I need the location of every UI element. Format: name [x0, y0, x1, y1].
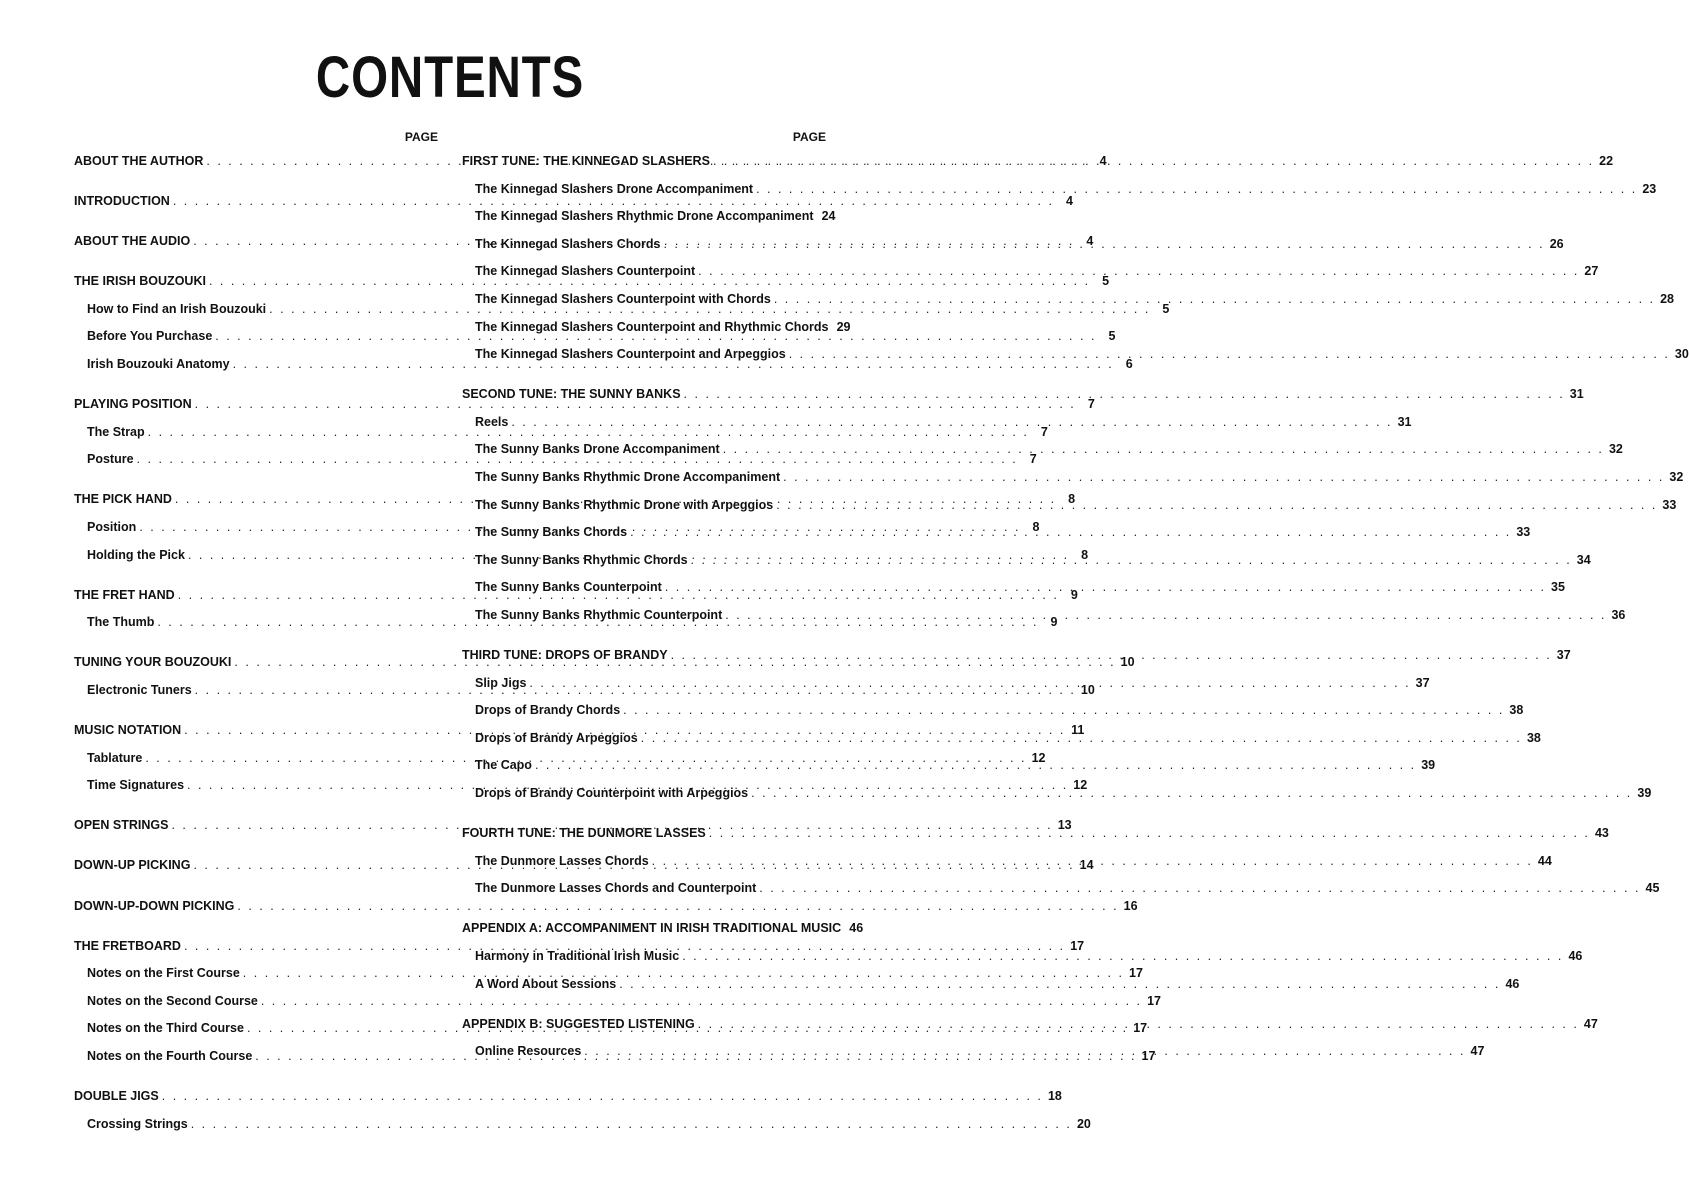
toc-subsection-entry: [462, 409, 1412, 437]
entry-page-number: 7: [1040, 424, 1048, 439]
entry-title: THE IRISH BOUZOUKI: [74, 274, 206, 289]
entry-title: ABOUT THE AUTHOR: [74, 154, 204, 168]
section-spacer: [74, 1071, 438, 1084]
dot-leader: [698, 1011, 1579, 1039]
entry-page-number: 46: [1505, 976, 1520, 991]
entry-page-number: 39: [1421, 758, 1436, 773]
entry-page-number: 5: [1102, 274, 1110, 289]
entry-page-number: 4: [1086, 234, 1094, 249]
entry-title: TUNING YOUR BOUZOUKI: [74, 655, 232, 670]
entry-page-number: 33: [1662, 497, 1677, 512]
entry-title: Online Resources: [475, 1044, 582, 1059]
entry-page-number: 33: [1516, 525, 1531, 540]
toc-subsection-entry: [462, 176, 1657, 204]
entry-page-number: 17: [1129, 966, 1143, 981]
entry-page-number: 46: [1568, 949, 1583, 964]
dot-leader: [709, 820, 1590, 848]
toc-subsection-entry: [462, 314, 851, 342]
section-spacer: [462, 630, 826, 643]
entry-title: Slip Jigs: [475, 675, 527, 690]
entry-page-number: 4: [1066, 194, 1073, 209]
dot-leader: [725, 602, 1606, 630]
entry-title: Notes on the Second Course: [87, 993, 258, 1008]
entry-title: DOWN-UP PICKING: [74, 858, 191, 873]
entry-page-number: 45: [1645, 881, 1660, 896]
section-spacer: [74, 637, 438, 650]
entry-title: The Sunny Banks Drone Accompaniment: [475, 442, 720, 457]
entry-title: Drops of Brandy Arpeggios: [475, 730, 638, 745]
entry-page-number: 31: [1569, 387, 1584, 402]
section-spacer: [462, 998, 826, 1011]
dot-leader: [162, 1083, 1043, 1111]
dot-leader: [663, 231, 1544, 259]
dot-leader: [511, 409, 1392, 437]
entry-title: The Kinnegad Slashers Counterpoint and Arpeggios: [475, 347, 786, 362]
entry-title: The Sunny Banks Rhythmic Drone Accompaniment: [475, 470, 781, 485]
dot-leader: [776, 492, 1657, 520]
entry-page-number: 17: [1133, 1021, 1148, 1036]
toc-subsection-entry: [462, 574, 1565, 602]
entry-title: OPEN STRINGS: [74, 818, 169, 833]
section-spacer: [74, 474, 438, 487]
entry-title: APPENDIX B: SUGGESTED LISTENING: [462, 1016, 695, 1031]
entry-title: The Kinnegad Slashers Chords: [475, 236, 661, 251]
dot-leader: [789, 341, 1670, 369]
entry-page-number: 14: [1079, 858, 1094, 873]
entry-page-number: 35: [1551, 580, 1565, 595]
entry-page-number: 43: [1594, 826, 1609, 841]
section-spacer: [74, 216, 438, 229]
toc-subsection-entry: [462, 436, 1623, 464]
dot-leader: [529, 670, 1410, 698]
toc-section-entry: [462, 381, 1584, 409]
entry-title: The Kinnegad Slashers Rhythmic Drone Accompaniment: [475, 209, 814, 224]
dot-leader: [584, 1038, 1465, 1066]
entry-title: Irish Bouzouki Anatomy: [87, 357, 230, 372]
entry-title: Tablature: [87, 750, 143, 765]
entry-page-number: 13: [1057, 818, 1072, 833]
entry-page-number: 6: [1125, 357, 1133, 372]
entry-page-number: 4: [1099, 154, 1107, 168]
entry-page-number: 27: [1584, 264, 1599, 279]
entry-page-number: 30: [1674, 347, 1689, 362]
toc-section-entry: [462, 148, 1614, 176]
entry-title: SECOND TUNE: THE SUNNY BANKS: [462, 387, 681, 402]
entry-page-number: 8: [1032, 520, 1040, 535]
entry-page-number: 46: [849, 921, 864, 936]
entry-title: The Thumb: [87, 615, 155, 630]
dot-leader: [641, 725, 1522, 753]
entry-title: FIRST TUNE: THE KINNEGAD SLASHERS: [462, 154, 710, 168]
entry-title: The Dunmore Lasses Chords: [475, 853, 649, 868]
toc-subsection-entry: [462, 341, 1689, 369]
entry-title: The Strap: [87, 424, 145, 439]
dot-leader: [783, 464, 1664, 492]
section-spacer: [74, 705, 438, 718]
entry-title: The Kinnegad Slashers Counterpoint: [475, 264, 696, 279]
entry-title: Notes on the First Course: [87, 966, 240, 981]
entry-page-number: 12: [1031, 750, 1046, 765]
entry-page-number: 20: [1076, 1116, 1091, 1131]
entry-title: Crossing Strings: [87, 1116, 188, 1131]
entry-title: PLAYING POSITION: [74, 397, 192, 412]
entry-title: INTRODUCTION: [74, 194, 170, 209]
entry-title: Notes on the Fourth Course: [87, 1049, 253, 1064]
toc-subsection-entry: [462, 203, 836, 231]
toc-subsection-entry: [462, 492, 1677, 520]
dot-leader: [759, 875, 1640, 903]
entry-page-number: 7: [1029, 452, 1037, 467]
entry-page-number: 9: [1070, 587, 1078, 602]
page-column-header: PAGE: [792, 130, 826, 144]
dot-leader: [682, 943, 1563, 971]
toc-subsection-entry: [462, 602, 1626, 630]
entry-title: The Sunny Banks Rhythmic Chords: [475, 552, 688, 567]
entry-page-number: 22: [1599, 154, 1614, 168]
section-spacer: [74, 379, 438, 392]
entry-page-number: 32: [1669, 470, 1684, 485]
entry-page-number: 17: [1070, 938, 1085, 953]
entry-page-number: 5: [1108, 329, 1116, 344]
entry-title: Holding the Pick: [87, 547, 185, 562]
entry-title: The Dunmore Lasses Chords and Counterpoint: [475, 881, 757, 896]
entry-title: How to Find an Irish Bouzouki: [87, 301, 267, 316]
dot-leader: [723, 436, 1604, 464]
section-spacer: [74, 176, 438, 189]
toc-section-entry: [462, 915, 864, 943]
entry-title: MUSIC NOTATION: [74, 723, 182, 738]
entry-title: The Sunny Banks Rhythmic Drone with Arpeggios: [475, 497, 774, 512]
dot-leader: [691, 547, 1572, 575]
entry-title: Notes on the Third Course: [87, 1021, 244, 1036]
dot-leader: [535, 752, 1416, 780]
entry-page-number: 8: [1068, 492, 1076, 507]
toc-subsection-entry: [462, 258, 1599, 286]
dot-leader: [630, 519, 1511, 547]
entry-title: The Sunny Banks Rhythmic Counterpoint: [475, 608, 723, 622]
section-spacer: [74, 880, 438, 893]
entry-page-number: 47: [1583, 1016, 1598, 1031]
section-spacer: [74, 840, 438, 853]
toc-subsection-entry: [74, 988, 1161, 1016]
entry-title: DOWN-UP-DOWN PICKING: [74, 898, 235, 913]
entry-title: Posture: [87, 452, 134, 467]
dot-leader: [671, 642, 1552, 670]
toc-subsection-entry: [462, 519, 1531, 547]
entry-page-number: 9: [1050, 615, 1058, 630]
toc-subsection-entry: [462, 875, 1660, 903]
entry-page-number: 11: [1071, 723, 1085, 738]
entry-page-number: 38: [1526, 730, 1541, 745]
section-spacer: [462, 369, 826, 382]
entry-page-number: 5: [1162, 301, 1170, 316]
entry-page-number: 32: [1608, 442, 1623, 457]
toc-subsection-entry: [462, 697, 1524, 725]
entry-page-number: 37: [1415, 675, 1430, 690]
entry-page-number: 10: [1120, 655, 1135, 670]
section-spacer: [74, 256, 438, 269]
dot-leader: [191, 1111, 1072, 1139]
entry-page-number: 12: [1073, 778, 1088, 793]
entry-page-number: 34: [1576, 552, 1591, 567]
dot-leader: [751, 780, 1632, 808]
entry-title: Harmony in Traditional Irish Music: [475, 949, 680, 964]
entry-page-number: 44: [1537, 853, 1552, 868]
toc-subsection-entry: [74, 1111, 1091, 1139]
toc-subsection-entry: [462, 547, 1591, 575]
entry-title: The Sunny Banks Chords: [475, 525, 628, 540]
entry-page-number: 47: [1470, 1044, 1485, 1059]
section-spacer: [462, 903, 826, 916]
entry-title: THE FRET HAND: [74, 587, 175, 602]
dot-leader: [698, 258, 1579, 286]
entry-page-number: 10: [1080, 683, 1095, 697]
entry-page-number: 39: [1637, 786, 1652, 801]
toc-section-entry: [74, 1083, 1062, 1111]
entry-title: A Word About Sessions: [475, 976, 617, 991]
page-column-header: PAGE: [404, 130, 438, 144]
section-spacer: [74, 569, 438, 582]
entry-page-number: 17: [1141, 1049, 1156, 1064]
entry-page-number: 16: [1123, 898, 1138, 913]
entry-page-number: 28: [1660, 291, 1674, 306]
entry-title: Before You Purchase: [87, 329, 213, 344]
section-spacer: [74, 920, 438, 933]
entry-page-number: 7: [1087, 397, 1095, 412]
entry-title: ABOUT THE AUDIO: [74, 234, 191, 249]
entry-title: Drops of Brandy Counterpoint with Arpeggios: [475, 786, 749, 801]
entry-title: DOUBLE JIGS: [74, 1089, 159, 1104]
toc-section-entry: [74, 893, 1138, 921]
entry-title: Electronic Tuners: [87, 683, 192, 697]
dot-leader: [684, 381, 1565, 409]
entry-title: Reels: [475, 414, 509, 429]
toc-subsection-entry: [462, 231, 1564, 259]
entry-page-number: 24: [821, 209, 836, 224]
entry-page-number: 18: [1047, 1089, 1062, 1104]
entry-title: The Kinnegad Slashers Counterpoint with Chords: [475, 291, 771, 306]
entry-page-number: 8: [1081, 547, 1089, 562]
dot-leader: [713, 148, 1594, 176]
page-title: CONTENTS: [315, 45, 585, 110]
entry-page-number: 38: [1509, 703, 1524, 718]
dot-leader: [756, 176, 1637, 204]
dot-leader: [652, 848, 1533, 876]
entry-page-number: 23: [1642, 181, 1657, 196]
entry-title: FOURTH TUNE: THE DUNMORE LASSES: [462, 826, 706, 841]
section-spacer: [74, 800, 438, 813]
entry-title: APPENDIX A: ACCOMPANIMENT IN IRISH TRADITIONAL MUSIC: [462, 921, 842, 936]
entry-title: THE PICK HAND: [74, 492, 172, 507]
dot-leader: [619, 971, 1500, 999]
toc-subsection-entry: [462, 464, 1684, 492]
entry-page-number: 37: [1556, 648, 1571, 663]
entry-page-number: 17: [1147, 993, 1161, 1008]
toc-subsection-entry: [462, 286, 1674, 314]
entry-page-number: 26: [1549, 236, 1564, 251]
dot-leader: [623, 697, 1504, 725]
entry-title: THE FRETBOARD: [74, 938, 181, 953]
entry-page-number: 31: [1397, 414, 1412, 429]
entry-page-number: 36: [1611, 608, 1626, 622]
entry-title: Position: [87, 520, 137, 535]
entry-title: Drops of Brandy Chords: [475, 703, 621, 718]
entry-title: The Sunny Banks Counterpoint: [475, 580, 662, 595]
dot-leader: [774, 286, 1655, 314]
entry-title: The Capo: [475, 758, 532, 773]
entry-page-number: 29: [836, 319, 851, 334]
dot-leader: [665, 574, 1546, 602]
entry-title: Time Signatures: [87, 778, 185, 793]
section-spacer: [462, 808, 826, 821]
entry-title: The Kinnegad Slashers Drone Accompaniment: [475, 181, 754, 196]
entry-title: THIRD TUNE: DROPS OF BRANDY: [462, 648, 668, 663]
entry-title: The Kinnegad Slashers Counterpoint and Rhythmic Chords: [475, 319, 829, 334]
